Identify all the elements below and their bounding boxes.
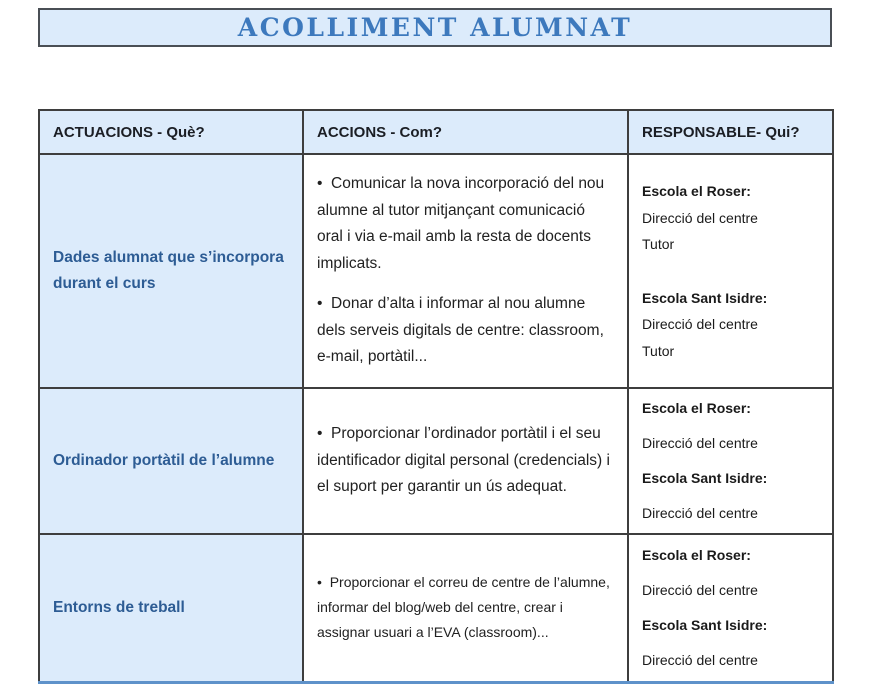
col-header-responsable: RESPONSABLE- Qui?	[628, 110, 833, 154]
table-row	[39, 154, 833, 388]
responsable-person: Tutor	[642, 342, 675, 359]
responsable-person: Direcció del centre	[642, 505, 758, 521]
responsable-group	[642, 178, 819, 258]
responsables-cell	[628, 388, 833, 534]
school-name: Escola Sant Isidre:	[642, 470, 768, 486]
col-header-accions: ACCIONS - Com?	[303, 110, 628, 154]
school-name: Escola Sant Isidre:	[642, 289, 768, 306]
acolliment-table	[38, 109, 834, 684]
page-title: ACOLLIMENT ALUMNAT	[237, 13, 633, 42]
responsable-person: Direcció del centre	[642, 316, 758, 332]
col-header-actuacions: ACTUACIONS - Què?	[39, 110, 303, 154]
responsable-group	[642, 399, 819, 453]
school-name: Escola el Roser:	[642, 183, 751, 199]
responsables-cell	[628, 154, 833, 388]
table-row	[39, 388, 833, 534]
school-name: Escola el Roser:	[642, 546, 751, 563]
school-name: Escola el Roser:	[642, 400, 751, 416]
responsable-group	[642, 546, 819, 600]
accio-bullet-item: • Comunicar la nova incorporació del nou alumne al tutor mitjançant comunicació oral i via e-mail amb la resta de docents implicats.	[317, 171, 614, 277]
responsable-group	[642, 469, 819, 523]
actuacio-cell: Dades alumnat que s’incorpora durant el curs	[39, 154, 303, 388]
accions-cell	[303, 534, 628, 682]
table-row	[39, 534, 833, 682]
actuacio-cell: Ordinador portàtil de l’alumne	[39, 388, 303, 534]
accio-bullet-item: • Donar d’alta i informar al nou alumne dels serveis digitals de centre: classroom, e-mail, portàtil...	[317, 291, 614, 371]
responsable-person: Direcció del centre	[642, 651, 758, 668]
responsable-person: Direcció del centre	[642, 581, 758, 598]
responsables-cell	[628, 534, 833, 682]
accions-cell	[303, 388, 628, 534]
responsable-group	[642, 285, 819, 365]
responsable-group	[642, 616, 819, 670]
responsable-person: Tutor	[642, 236, 675, 252]
accions-cell	[303, 154, 628, 388]
accio-bullet-item: • Proporcionar el correu de centre de l’alumne, informar del blog/web del centre, crear i assignar usuari a l’EVA (classroom)...	[317, 570, 614, 645]
title-bar	[38, 8, 832, 47]
accio-bullet-item: • Proporcionar l’ordinador portàtil i el seu identificador digital personal (credencials) i el suport per garantir un ús adequat.	[317, 421, 614, 501]
school-name: Escola Sant Isidre:	[642, 616, 768, 633]
actuacio-cell: Entorns de treball	[39, 534, 303, 682]
responsable-person: Direcció del centre	[642, 209, 758, 226]
responsable-person: Direcció del centre	[642, 435, 758, 451]
table-header-row	[39, 110, 833, 154]
